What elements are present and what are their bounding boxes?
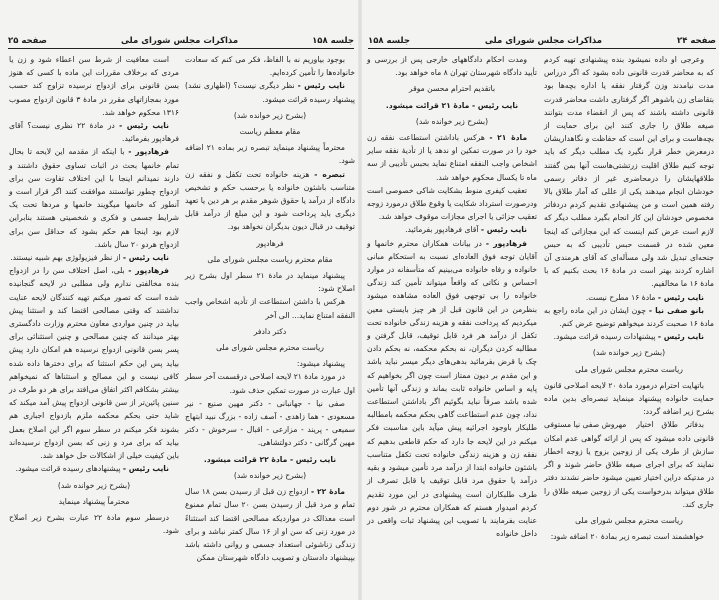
paragraph-text: مقام محترم ریاست مجلس شورای ملی [207, 254, 333, 264]
paragraph-text: تعقیب کیفری منوط بشکایت شاکی خصوصی است ودرصورت استرداد شکایت یا وقوع طلاق درمورد زوجه تعقیب جزائی یا اجرای مجازات موقوف خواهد شد. [367, 185, 537, 222]
paragraph-text: هزینه خانواده تحت تکفل و نفقه زن متناسب باشئون خانواده یا برحسب حکم و تشخیص دادگاه از درآمد یا حقوق شوهر مقدم بر هر دین یا تعهد دیگری باید پرداخت شود و این مبلغ از درآمد قابل توقیف در قبال دیون بدیگران نخواهد بود. [185, 169, 355, 232]
text-column-right [185, 53, 355, 564]
paragraph-text: (بشرح زیر خوانده شد) [233, 110, 307, 120]
paragraph-text: پیشنهادهای رسیده قرائت میشود. [15, 464, 121, 474]
paragraph [185, 79, 355, 105]
paragraph-text: درسطر سوم مادهٔ ۲۲ عبارت بشرح زیر اصلاح شود. [9, 512, 179, 536]
running-title: مذاکرات مجلس شورای ملی [484, 36, 603, 46]
page-number: صفحه ۲۴ [677, 36, 716, 46]
paragraph [185, 370, 355, 396]
paragraph-text: ومدت احکام دادگاههای خارجی پس از بررسی و تأیید دادگاه شهرستان تهران ۸ ماه خواهد بود. [367, 55, 537, 78]
page-header [368, 33, 716, 49]
paragraph [544, 53, 714, 291]
centered-heading [185, 237, 355, 250]
centered-heading [185, 125, 355, 138]
paragraph-text: محترماً پیشنهاد مینماید تبصره زیر بماده ۲۱ اضافه شود. [185, 143, 355, 166]
paragraph [367, 53, 537, 79]
paragraph-text: پیشنهادات رسیده قرائت میشود. [553, 332, 656, 342]
centered-heading [185, 253, 355, 266]
paragraph [9, 264, 179, 462]
right-page [361, 0, 719, 600]
paragraph-text: باتقدیم احترام محسن موقر [408, 84, 496, 94]
paragraph-text: مادهٔ ۱۶ مطرح نیست. [585, 292, 656, 302]
centered-heading [367, 115, 537, 128]
paragraph-text: دکتر دادفر [253, 326, 287, 336]
speaker-label: فرهادپور - [128, 266, 169, 276]
paragraph [9, 251, 179, 264]
paragraph-text: خواهشمند است تبصره زیر بمادهٔ ۲۰ اضافه شود: [550, 532, 704, 542]
paragraph-text: هرکس با داشتن استطاعت از تأدیه اشخاص واجب النفقه امتناع نماید... الی آخر [185, 297, 355, 320]
paragraph-text: (بشرح زیر خوانده شد) [592, 348, 666, 358]
paragraph-text: نایب رئیس - مادهٔ ۲۲ قرائت میشود. [203, 454, 337, 464]
paragraph-text: (بشرح زیر خوانده شد) [57, 480, 131, 490]
paragraph [9, 462, 179, 475]
paragraph-text: پیشنهاد میشود: [296, 359, 345, 369]
speaker-label: نایب رئیس - [657, 292, 704, 302]
paragraph-text: ازدواج زن قبل از رسیدن بسن ۱۸ سال تمام و مرد قبل از رسیدن بسن ۲۰ سال تمام ممنوع است معذالک در مواردیکه مصالحی اقتضا کند استثناءً در مورد زنی که سن او از ۱۶ سال کمتر نباشد و برای زندگی زناشوئی استعداد جسمی و روانی داشته باشد بپیشنهاد دادستان و تصویب دادگاه شهرستان ممکن [185, 487, 356, 563]
paragraph-text: بوجود بیاوریم نه با الفاظ، فکر می کنم که سعادت خانواده‌ها را تأمین کرده‌ایم. [185, 55, 355, 78]
centered-heading [185, 109, 355, 122]
centered-heading [185, 325, 355, 338]
page-header [8, 33, 354, 49]
speaker-label: نایب رئیس - [657, 332, 704, 342]
paragraph [544, 291, 714, 304]
signature: مهروش صفی نیا مستوفی [544, 420, 627, 430]
paragraph [544, 379, 714, 419]
paragraph [367, 184, 537, 224]
speaker-label: بانو صفی نیا - [648, 305, 704, 315]
centered-heading [367, 82, 537, 95]
text-column-right [544, 53, 714, 543]
paragraph [544, 304, 714, 330]
paragraph-text: هرکس باداشتن استطاعت نفقه زن خود را در صورت تمکین او ندهد یا از تأدیهٔ نفقه سایر اشخاص واجب النفقه امتناع نماید بحبس تأدیبی از سه ماه تا یکسال محکوم خواهد شد. [367, 133, 537, 182]
speaker-label: فرهادپور - [485, 238, 527, 248]
paragraph [185, 141, 355, 167]
paragraph-text: فرهادپور [256, 238, 284, 248]
paragraph-text: نظر دیگری نیست؟ (اظهاری نشد) پیشنهاد رسیده قرائت میشود. [185, 81, 355, 104]
page-number: صفحه ۲۵ [8, 36, 47, 46]
paragraph [9, 53, 179, 119]
paragraph-text: ریاست محترم مجلس شورای ملی [575, 515, 683, 525]
paragraph [544, 530, 714, 543]
centered-heading [9, 479, 179, 492]
speaker-label: تبصره - [314, 169, 345, 179]
paragraph [185, 269, 355, 295]
paragraph-text: آقای فرهادپور بفرمائید. [405, 225, 479, 235]
centered-heading [367, 99, 537, 112]
paragraph-text: مقام معظم ریاست [239, 127, 301, 137]
centered-heading [544, 514, 714, 527]
paragraph [367, 223, 537, 236]
paragraph [367, 237, 537, 541]
paragraph [9, 145, 179, 251]
paragraph-text: ریاست محترم مجلس شورای ملی [575, 364, 683, 374]
speaker-label: نایب رئیس - [297, 81, 345, 91]
paragraph-text: در مادهٔ ۲۲ نظری نیست؟ آقای فرهادپور بفرمائید. [9, 121, 179, 144]
running-title: مذاکرات مجلس شورای ملی [120, 36, 239, 46]
centered-heading [544, 346, 714, 359]
session-number: جلسه ۱۵۸ [312, 36, 354, 46]
paragraph-text: محترماً پیشنهاد مینماید [58, 496, 130, 506]
paragraph-text: با اینکه از مقدمه این لایحه تا بحال تمام خانمها بحث در اثبات تساوی حقوق داشتند و دارند نمیدانم اینجا با این اختلاف تفاوت سن برای ازدواج چطور توانستند موافقت کنند اگر قرار است و آنطور که خانمها میگویند خانمها و مردها تحت یک شرایط جسمی و فکری و شخصیتی هستند بنابراین لازم بود اینجا هم حکم بشود که حداقل سن برای ازدواج هردو ۲۰ سال باشد. [9, 147, 179, 249]
paragraph [185, 485, 355, 564]
paragraph-text: در بیانات همکاران محترم خانمها و آقایان توجه فوق العاده‌ای نسبت به استحکام مبانی خانواده و رفاه خانواده می‌بینیم که متأسفانه در موارد احساس و نکاتی که واقعاً میتواند تأمین کند زندگی خانواده را بی توجهی فوق العاده مشاهده میشود بنظرمن در این قانون قبل از هر چیز بایستی معین میکردیم که پرداخت نفقه و هزینه زندگی خانواده تحت تکفل از درآمد هر فرد قابل توقیف، قابل گرفتن و مطالبه کردن دیگران، نه بحکم محکمه، نه بحکم دادن چک یا قرض بفرمائید بدهی‌های دیگر میسر نباید باشد و این مقدم بر دیون ممتاز است چون اگر بخواهیم که پایه و اساس خانواده ثابت بماند و زندگی آنها تأمین شده باشد صرفاً نباید بگوئیم اگر باداشتن استطاعت نداد، چون عدم استطاعت گاهی بحکم محکمه بامطالبه طلبکار باوجود اجرائیه پیش میآید باین مناسبت فکر میکنم در این لایحه جا دارد که حکم قاطعی بدهیم که نفقه زن و هزینه زندگی خانواده تحت تکفل متناسب باشئون خانواده ابتدا از درآمد مرد تأمین میشود و بقیه درآمد یا حقوق مرد قابل توقیف یا قابل تصرف از طرف طلبکاران است پیشنهادی در این مورد تقدیم کردم امیدوار هستم که همکاران محترم در شور دوم عنایت بفرمایند با تصویب این پیشنهاد ثبات واقعی در داخل خانواده [367, 238, 537, 539]
paragraph-text: (بشرح زیر خوانده شد) [233, 470, 307, 480]
session-number: جلسه ۱۵۸ [368, 36, 410, 46]
centered-heading [185, 469, 355, 482]
paragraph [9, 119, 179, 145]
paragraph [185, 168, 355, 234]
text-column-left [367, 53, 537, 540]
speaker-label: فرهادپور - [128, 147, 169, 157]
paragraph-text: پیشنهاد مینماید در مادهٔ ۲۱ سطر اول بشرح زیر اصلاح شود: [185, 271, 355, 294]
centered-heading [9, 495, 179, 508]
paragraph-text: وعرجی او داده نمیشود بنده پیشنهادی تهیه کردم که به محاضر قدرت قانونی داده بشود که اگر درراس مدت نیامدند وزن گرفتار نفقه یا اداره بچه‌ها بود بتقاضای زن باشوهر اگر گرفتاری داشت محاضر قدرت قانونی داشته باشند که پس از انقضاء مدت بتوانند صیغه طلاق را جاری کنند این برای حمایت از بچه‌هاست و برای این است که حفاظت و نگاهداریشان درمعرض خطر قرار نگیرد یک مطلب دیگر که باید توجه کنیم طلاق اقلیت زرتشتی‌هاست آنها بمن گفتند طلاقهایشان را درمحاضری غیر از دفاتر رسمی خودشان انجام میدهند یکی از عللی که آمار طلاق بالا رفته همین است و من پیشنهادی تقدیم کردم دردفاتر مخصوص خودشان این کار انجام بگیرد مطلب دیگر که لازم است عرض کنم اینست که این مجازاتی که اینجا معین شده در قسمت حبس تأدیبی که به حبس جنحه‌ای تبدیل شد ولی مسأله‌ای که آقای هرمندی آن اشاره کردند بهتر است در مادهٔ ۱۶ بحث بکنیم که با مادهٔ ۱۶ ما مخالفیم. [544, 55, 714, 289]
paragraph-text: در مورد مادهٔ ۲۱ لایحه اصلاحی درقسمت آخر سطر اول عبارت در صورت تمکین حذف شود. [185, 372, 355, 395]
paragraph [9, 511, 179, 537]
paragraph-text: (بشرح زیر خوانده شد) [415, 116, 489, 126]
paragraph [185, 397, 355, 450]
paragraph-text: باتهایت احترام درمورد مادهٔ ۲۰ لایحه اصلاحی قانون حمایت خانواده پیشنهاد مینماید تبصره‌ای بدین ماده بشرح زیر اضافه گردد: [543, 380, 714, 417]
paragraph [185, 53, 355, 79]
paragraph-text: صفی نیا - جهانبانی - دکتر مهین صنیع - نیر مسعودی - هما زاهدی - آصف زاده - بزرگ نبید ابتهاج سمیعی - پریند - مزارعی - اقبال - سرخوش - دکتر مهین گرگانی - دکتر دولتشاهی. [185, 398, 355, 448]
text-column-left [9, 53, 179, 537]
paragraph-text: چون ایشان در این ماده راجع به مادهٔ ۱۶ صحبت کردند میخواهم توضیح عرض کنم. [544, 305, 714, 329]
speaker-label: نایب رئیس - [119, 121, 169, 131]
paragraph [367, 131, 537, 184]
speaker-label: مادهٔ ۲۲ - [311, 487, 345, 497]
centered-heading [544, 363, 714, 376]
centered-heading [185, 341, 355, 354]
paragraph-text: بدفاتر طلاق اختیار قانونی داده میشود که پس از ارائه گواهی عدم امکان سازش از طرف یکی از زوجین بزوج یا زوجه اخطار نمایند که برای اجرای صیغه طلاق حاضر شوند و اگر در مدتیکه دراین اختیار تعیین میشود حاضر نشدند دفتر طلاق میتواند بدرخواست یکی از زوجین صیغه طلاق را جاری کند. [544, 420, 714, 509]
speaker-label: نایب رئیس - [122, 253, 169, 263]
paragraph [544, 330, 714, 343]
speaker-label: نایب رئیس - [480, 225, 527, 235]
paragraph [185, 357, 355, 370]
paragraph-text: است معافیت از شرط سن اعطاء شود و زن یا مردی که برخلاف مقررات این ماده با کسی که هنوز بسن قانونی برای ازدواج نرسیده تزاوج کند حسب مورد بمجازاتهای مقرر در مادهٔ ۳ قانون ازدواج مصوب ۱۳۱۶ محکوم خواهد شد. [9, 55, 179, 117]
paragraph [544, 418, 714, 510]
speaker-label: مادهٔ ۲۱ - [489, 133, 528, 143]
centered-heading [185, 453, 355, 466]
paragraph-text: از نظر فیزیولوژی بهم شبیه نیستند. [10, 253, 121, 263]
paragraph-text: بلی، اصل اختلاف سن را در ازدواج بنده مخالفتی ندارم ولی مطلبی در لایحه گنجانیده شده است که تصور میکنم تهیه کنندگان لایحه عنایت نداشتند که وقتی مصالحی اقتضا کند و استثنا پیش بیاید در چنین مواردی معاون محترم وزارت دادگستری بهتر میدانند که چنین مصالحی و چنین استثنائی برای پسر بسن قانونی ازدواج نرسیده هم امکان دارد پیش بیاید پس این حکم استثنا که برای دخترها داده شده کافی نیست و این مصالح و استثناها که نمیخواهم بیشتر بشکافم اکثر اتفاق می‌افتد برای هر دو طرف در سنین پائین‌تر از سن قانونی ازدواج پیش آمد میکند که شاید حتی بحکم محکمه ملزم بازدواج اجباری هم بشوند فکر میکنم در سطر سوم اگر این اصلاح بعمل بیاید که برای مرد و زنی که بسن ازدواج نرسیده‌اند باین کیفیت خیلی از اشکالات حل خواهد شد. [9, 266, 179, 461]
paragraph [185, 295, 355, 321]
paragraph-text: نایب رئیس - مادهٔ ۲۱ قرائت میشود. [385, 100, 519, 110]
paragraph-text: ریاست محترم مجلس شورای ملی [216, 343, 324, 353]
speaker-label: نایب رئیس - [122, 464, 169, 474]
